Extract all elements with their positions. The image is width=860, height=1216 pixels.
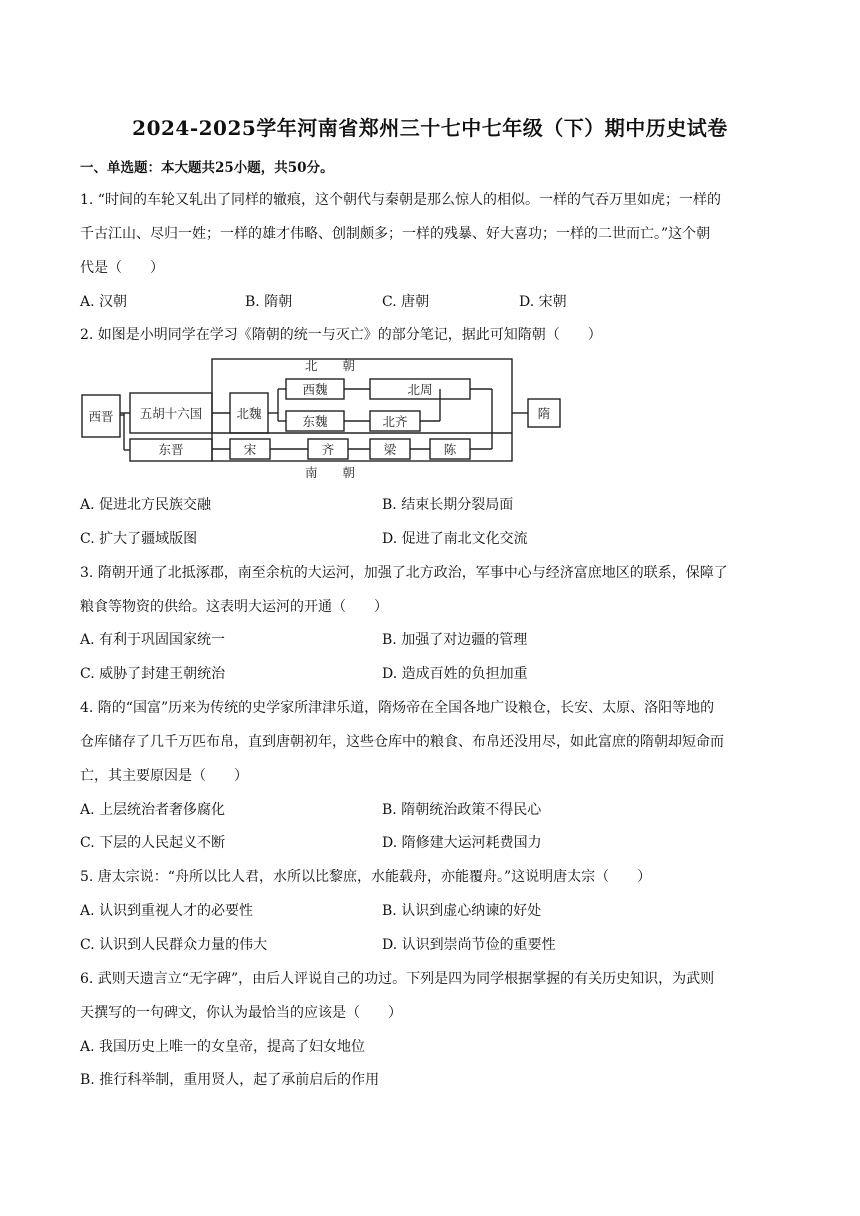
beiwei-label: 北魏 [236, 406, 262, 421]
sui-label: 隋 [537, 406, 551, 421]
q4-stem-line-1: 4. 隋的“国富”历来为传统的史学家所津津乐道，隋炀帝在全国各地广设粮仓，长安、太原、洛阳等地的 [80, 700, 715, 716]
q1-stem-line-1: 1. “时间的车轮又轧出了同样的辙痕，这个朝代与秦朝是那么惊人的相似。一样的气吞万里如虎；一样的 [80, 192, 721, 208]
q2-stem: 2. 如图是小明同学在学习《隋朝的统一与灭亡》的部分笔记，据此可知隋朝（ ） [80, 327, 602, 343]
q6-stem-line-1: 6. 武则天遗言立“无字碑”，由后人评说自己的功过。下列是四为同学根据掌握的有关历史知识，为武则 [80, 971, 715, 987]
beiqi-label: 北齐 [382, 414, 408, 429]
xiwei-label: 西魏 [302, 382, 328, 397]
q3-option-b: B. 加强了对边疆的管理 [382, 632, 528, 648]
qi-label: 齐 [321, 442, 335, 457]
dongwei-label: 东魏 [302, 414, 328, 429]
q3-option-c: C. 威胁了封建王朝统治 [80, 666, 226, 682]
q3-option-d: D. 造成百姓的负担加重 [382, 666, 528, 682]
dongjin-label: 东晋 [158, 442, 184, 457]
q5-option-b: B. 认识到虚心纳谏的好处 [382, 903, 542, 919]
q4-stem-line-3: 亡，其主要原因是（ ） [80, 768, 248, 784]
q5-option-d: D. 认识到崇尚节俭的重要性 [382, 937, 556, 953]
q4-option-c: C. 下层的人民起义不断 [80, 835, 226, 851]
wuhu-label: 五胡十六国 [139, 406, 203, 421]
south-dynasties-label: 南 朝 [304, 465, 356, 480]
q1-option-a: A. 汉朝 [80, 294, 128, 310]
q3-stem-line-2: 粮食等物资的供给。这表明大运河的开通（ ） [80, 599, 388, 615]
q5-option-c: C. 认识到人民群众力量的伟大 [80, 937, 268, 953]
q4-stem-line-2: 仓库储存了几千万匹布帛，直到唐朝初年，这些仓库中的粮食、布帛还没用尽，如此富庶的隋朝却短命而 [80, 734, 724, 750]
q5-option-a: A. 认识到重视人才的必要性 [80, 903, 254, 919]
dynasty-diagram [80, 355, 580, 480]
north-dynasties-label: 北 朝 [304, 358, 356, 373]
q1-option-b: B. 隋朝 [245, 294, 293, 310]
q1-option-c: C. 唐朝 [382, 294, 430, 310]
q4-option-a: A. 上层统治者奢侈腐化 [80, 802, 226, 818]
q2-option-a: A. 促进北方民族交融 [80, 497, 212, 513]
q1-option-d: D. 宋朝 [519, 294, 567, 310]
q3-stem-line-1: 3. 隋朝开通了北抵涿郡，南至余杭的大运河，加强了北方政治，军事中心与经济富庶地区的联系，保障了 [80, 565, 728, 581]
xijin-label: 西晋 [88, 409, 114, 424]
q1-stem-line-2: 千古江山、尽归一姓；一样的雄才伟略、创制颇多；一样的残暴、好大喜功；一样的二世而亡。”这个朝 [80, 226, 711, 242]
beizhou-label: 北周 [407, 382, 433, 397]
page-title: 2024-2025学年河南省郑州三十七中七年级（下）期中历史试卷 [132, 116, 728, 140]
q6-option-a: A. 我国历史上唯一的女皇帝，提高了妇女地位 [80, 1039, 366, 1055]
q1-stem-line-3: 代是（ ） [80, 260, 164, 276]
section-heading: 一、单选题：本大题共25小题，共50分。 [80, 160, 334, 176]
q6-option-b: B. 推行科举制，重用贤人，起了承前启后的作用 [80, 1072, 380, 1088]
song-label: 宋 [243, 442, 257, 457]
q6-stem-line-2: 天撰写的一句碑文，你认为最恰当的应该是（ ） [80, 1005, 402, 1021]
q2-option-d: D. 促进了南北文化交流 [382, 531, 528, 547]
q2-option-b: B. 结束长期分裂局面 [382, 497, 514, 513]
q3-option-a: A. 有利于巩固国家统一 [80, 632, 226, 648]
liang-label: 梁 [383, 442, 397, 457]
q4-option-d: D. 隋修建大运河耗费国力 [382, 835, 542, 851]
q4-option-b: B. 隋朝统治政策不得民心 [382, 802, 542, 818]
q5-stem: 5. 唐太宗说：“舟所以比人君，水所以比黎庶，水能载舟，亦能覆舟。”这说明唐太宗（ ） [80, 869, 652, 885]
chen-label: 陈 [443, 442, 457, 457]
q2-option-c: C. 扩大了疆域版图 [80, 531, 198, 547]
